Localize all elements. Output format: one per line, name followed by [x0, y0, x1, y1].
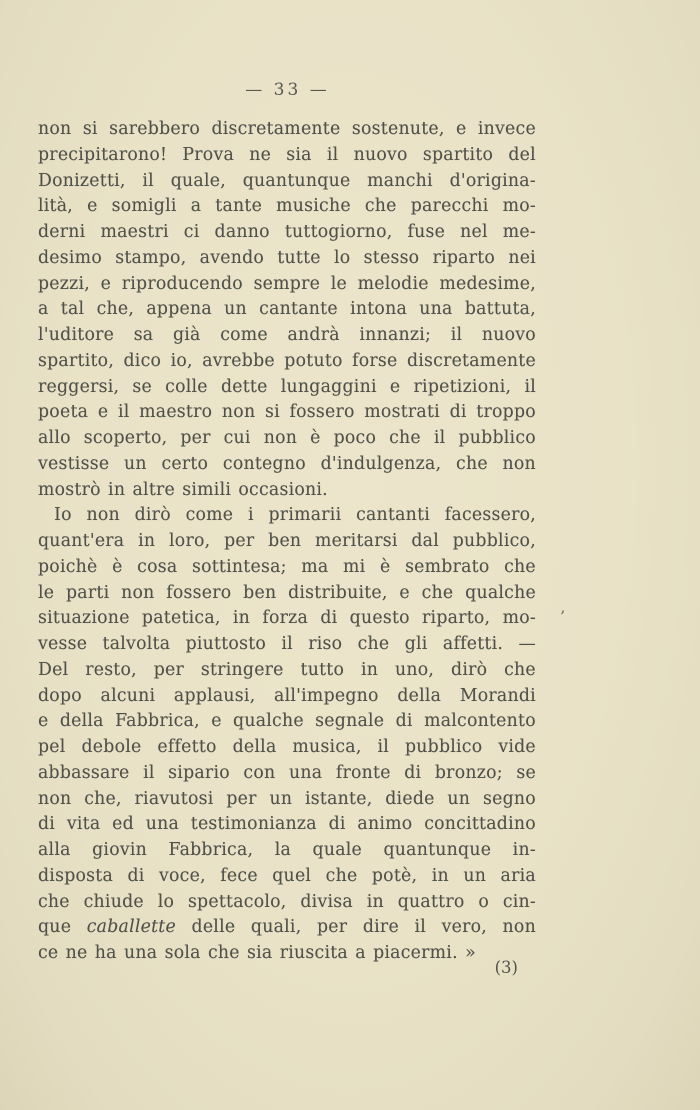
text-line: vesse talvolta piuttosto il riso che gli affetti. —: [38, 634, 536, 654]
footnote-marker: (3): [494, 958, 518, 977]
text-line: lità, e somigli a tante musiche che parecchi mo-: [38, 196, 536, 217]
text-line: pel debole effetto della musica, il pubblico vide: [38, 737, 536, 757]
text-block: [38, 117, 536, 967]
text-line: pezzi, e riproducendo sempre le melodie medesime,: [38, 273, 536, 294]
text-line: vestisse un certo contegno d'indulgenza, che non: [38, 453, 536, 474]
text-line: Donizetti, il quale, quantunque manchi d'origina-: [38, 170, 536, 191]
text-line: di vita ed una testimonianza di animo concittadino: [38, 814, 536, 835]
text-line: e della Fabbrica, e qualche segnale di malcontento: [38, 711, 536, 732]
text-line: derni maestri ci danno tuttogiorno, fuse nel me-: [38, 222, 536, 242]
text-line: poeta e il maestro non si fossero mostrati di troppo: [38, 402, 536, 423]
text-line: precipitarono! Prova ne sia il nuovo spartito del: [38, 144, 536, 165]
text-line: mostrò in altre simili occasioni.: [38, 479, 328, 500]
text-line: desimo stampo, avendo tutte lo stesso riparto nei: [38, 247, 536, 268]
text-line: alla giovin Fabbrica, la quale quantunque in-: [38, 840, 536, 860]
text-line: poichè è cosa sottintesa; ma mi è sembrato che: [38, 556, 536, 577]
margin-stray-mark: ’: [560, 607, 566, 626]
text-line: situazione patetica, in forza di questo riparto, mo-: [38, 608, 536, 629]
text-line: a tal che, appena un cantante intona una battuta,: [38, 299, 536, 320]
text-line: Del resto, per stringere tutto in uno, dirò che: [38, 659, 536, 680]
text-line: che chiude lo spettacolo, divisa in quattro o cin-: [38, 891, 536, 912]
text-line: le parti non fossero ben distribuite, e che qualche: [38, 582, 536, 603]
text-line: allo scoperto, per cui non è poco che il pubblico: [38, 428, 536, 448]
text-line: dopo alcuni applausi, all'impegno della Morandi: [38, 685, 536, 706]
text-line: ce ne ha una sola che sia riuscita a piacermi. »: [38, 943, 476, 963]
text-line: reggersi, se colle dette lungaggini e ripetizioni, il: [38, 376, 536, 397]
text-line: quant'era in loro, per ben meritarsi dal pubblico,: [38, 531, 536, 551]
text-line: spartito, dico io, avrebbe potuto forse discretamente: [38, 350, 536, 371]
text-line: Io non dirò come i primarii cantanti facessero,: [54, 505, 536, 526]
text-line: disposta di voce, fece quel che potè, in un aria: [38, 865, 536, 886]
text-line: non che, riavutosi per un istante, diede un segno: [38, 788, 536, 809]
text-line: que caballette delle quali, per dire il vero, non: [38, 917, 536, 938]
text-line: abbassare il sipario con una fronte di bronzo; se: [38, 762, 536, 783]
page-number-header: — 33 —: [245, 80, 330, 100]
text-line: l'uditore sa già come andrà innanzi; il nuovo: [38, 325, 536, 345]
text-line: non si sarebbero discretamente sostenute, e invece: [38, 119, 536, 139]
